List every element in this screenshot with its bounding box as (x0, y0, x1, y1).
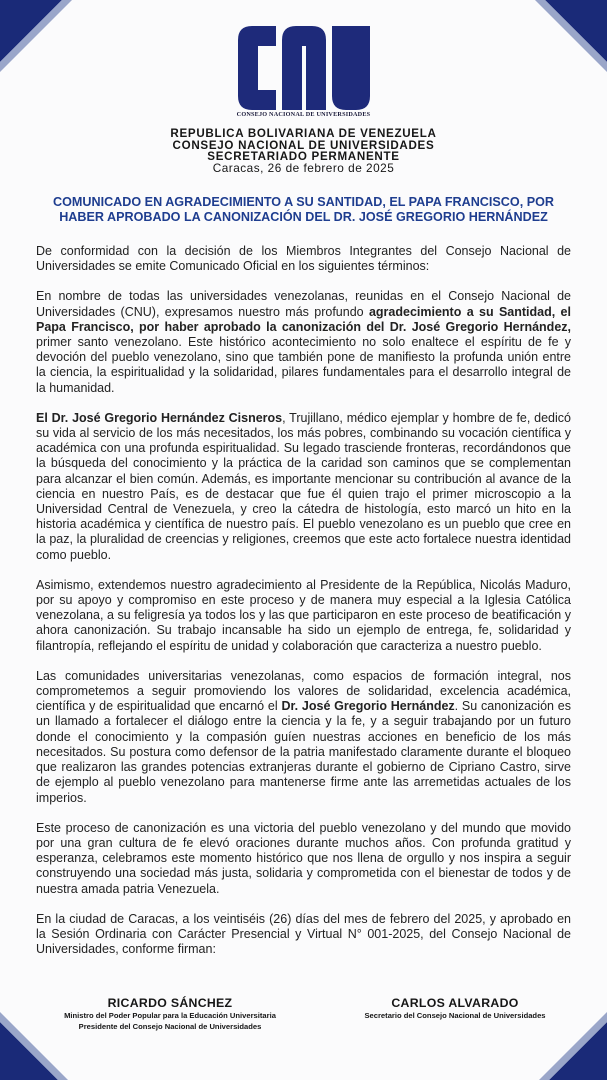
signatory-name-left: RICARDO SÁNCHEZ (107, 996, 233, 1010)
cnu-logo (0, 26, 607, 118)
document-header (0, 128, 607, 174)
header-date: Caracas, 26 de febrero de 2025 (212, 160, 395, 175)
header-secretariat: SECRETARIADO PERMANENTE (207, 150, 400, 164)
signatory-role-left-2: Presidente del Consejo Nacional de Universidades (78, 1021, 262, 1031)
paragraph-victory: Este proceso de canonización es una victoria del pueblo venezolano y del mundo que movido por una gran cultura de fe elevó oraciones durante muchos años. Con profunda gratitud y esperanza, celebramos este momento histórico que nos llena de orgullo y nos inspira a seguir construyendo una sociedad más justa, solidaria y comprometida con el bienestar de todos y de nuestra amada patria Venezuela. (36, 820, 571, 896)
paragraph-closing: En la ciudad de Caracas, a los veintiséis (26) días del mes de febrero del 2025, y aprobado en la Sesión Ordinaria con Carácter Presencial y Virtual N° 001-2025, del Consejo Nacional de Universidades, conforme firman: (36, 911, 571, 957)
paragraph-biography (36, 411, 571, 563)
paragraph-commitment-highlight: Dr. José Gregorio Hernández (281, 699, 455, 714)
header-country: REPUBLICA BOLIVARIANA DE VENEZUELA (170, 127, 437, 140)
logo-caption: CONSEJO NACIONAL DE UNIVERSIDADES (236, 111, 371, 118)
paragraph-thanks-president: Asimismo, extendemos nuestro agradecimiento al Presidente de la República, Nicolás Maduro, por su apoyo y compromiso en este proceso y de manera muy especial a la Iglesia Católica venezolana, a su feligresía ya todos los y las que participaron en este proceso de beatificación y ahora canonización. Su trabajo incansable ha sido un ejemplo de entrega, fe, solidaridad y filantropía, reflejando el espíritu de unidad y colaboración que caracteriza a nuestro pueblo. (36, 577, 571, 653)
paragraph-commitment-text-c: . Su canonización es un llamado a fortalecer el diálogo entre la ciencia y la fe, y a seguir trabajando por un futuro donde el conocimiento y la compasión guíen nuestras acciones en beneficio de los más necesitados. Su postura como defensor de la patria manifestado claramente durante el bloqueo que realizaron las grandes potencias extranjeras durante el gobierno de Cipriano Castro, sirve de ejemplo al pueblo venezolano para mantenerse firme ante las arremetidas actuales de los imperios. (36, 699, 571, 805)
signatory-role-right-1: Secretario del Consejo Nacional de Universidades (364, 1011, 546, 1020)
header-council: CONSEJO NACIONAL DE UNIVERSIDADES (172, 138, 435, 152)
paragraph-university-commitment (36, 669, 571, 806)
communique-title: COMUNICADO EN AGRADECIMIENTO A SU SANTIDAD, EL PAPA FRANCISCO, POR HABER APROBADO LA CANONIZACIÓN DEL DR. JOSÉ GREGORIO HERNÁNDEZ (53, 195, 554, 224)
cnu-logo-mark (238, 26, 370, 110)
signature-right (330, 996, 580, 1022)
paragraph-gratitude-text-a: En nombre de todas las universidades venezolanas, reunidas en el Consejo Nacional de Universidades (CNU), expresamos nuestro más profundo (36, 289, 571, 319)
communique-body (36, 244, 571, 972)
paragraph-gratitude-highlight: agradecimiento a su Santidad, el Papa Francisco, por haber aprobado la canonización del Dr. José Gregorio Hernández, (36, 304, 571, 334)
paragraph-gratitude-text-c: primer santo venezolano. Este histórico acontecimiento no solo enaltece el espíritu de fe y devoción del pueblo venezolano, sino que también pone de manifiesto la profunda unión entre la ciencia, la espiritualidad y la solidaridad, pilares fundamentales para el desarrollo integral de la humanidad. (36, 335, 571, 395)
signatory-name-right: CARLOS ALVARADO (391, 996, 519, 1010)
paragraph-intro: De conformidad con la decisión de los Miembros Integrantes del Consejo Nacional de Universidades se emite Comunicado Oficial en los siguientes términos: (36, 244, 571, 274)
paragraph-biography-text: , Trujillano, médico ejemplar y hombre de fe, dedicó su vida al servicio de los más necesitados, los más pobres, combinando su vocación científica y académica con una profunda espiritualidad. Su legado trasciende fronteras, recordándonos que la búsqueda del conocimiento y la práctica de la caridad son caminos que se complementan para alcanzar el bien común. Además, es importante mencionar su contribución al avance de la ciencia en nuestro País, es de destacar que fue él quien trajo el primer microscopio a la Universidad Central de Venezuela, y creo la cátedra de histología, esto marcó un hito en la historia académica y científica de nuestro país. El pueblo venezolano es un pueblo que cree en la paz, la pluralidad de creencias y religiones, creemos que este acto fortalece nuestra identidad como pueblo. (36, 410, 571, 562)
paragraph-commitment-text-a: Las comunidades universitarias venezolanas, como espacios de formación integral, nos comprometemos a seguir promoviendo los valores de solidaridad, excelencia académica, científica y de espiritualidad que encarnó el (36, 668, 571, 714)
paragraph-biography-highlight: El Dr. José Gregorio Hernández Cisneros (36, 410, 283, 425)
signature-left (30, 996, 310, 1033)
paragraph-gratitude (36, 289, 571, 395)
signatory-role-left-1: Ministro del Poder Popular para la Educación Universitaria (64, 1011, 276, 1020)
